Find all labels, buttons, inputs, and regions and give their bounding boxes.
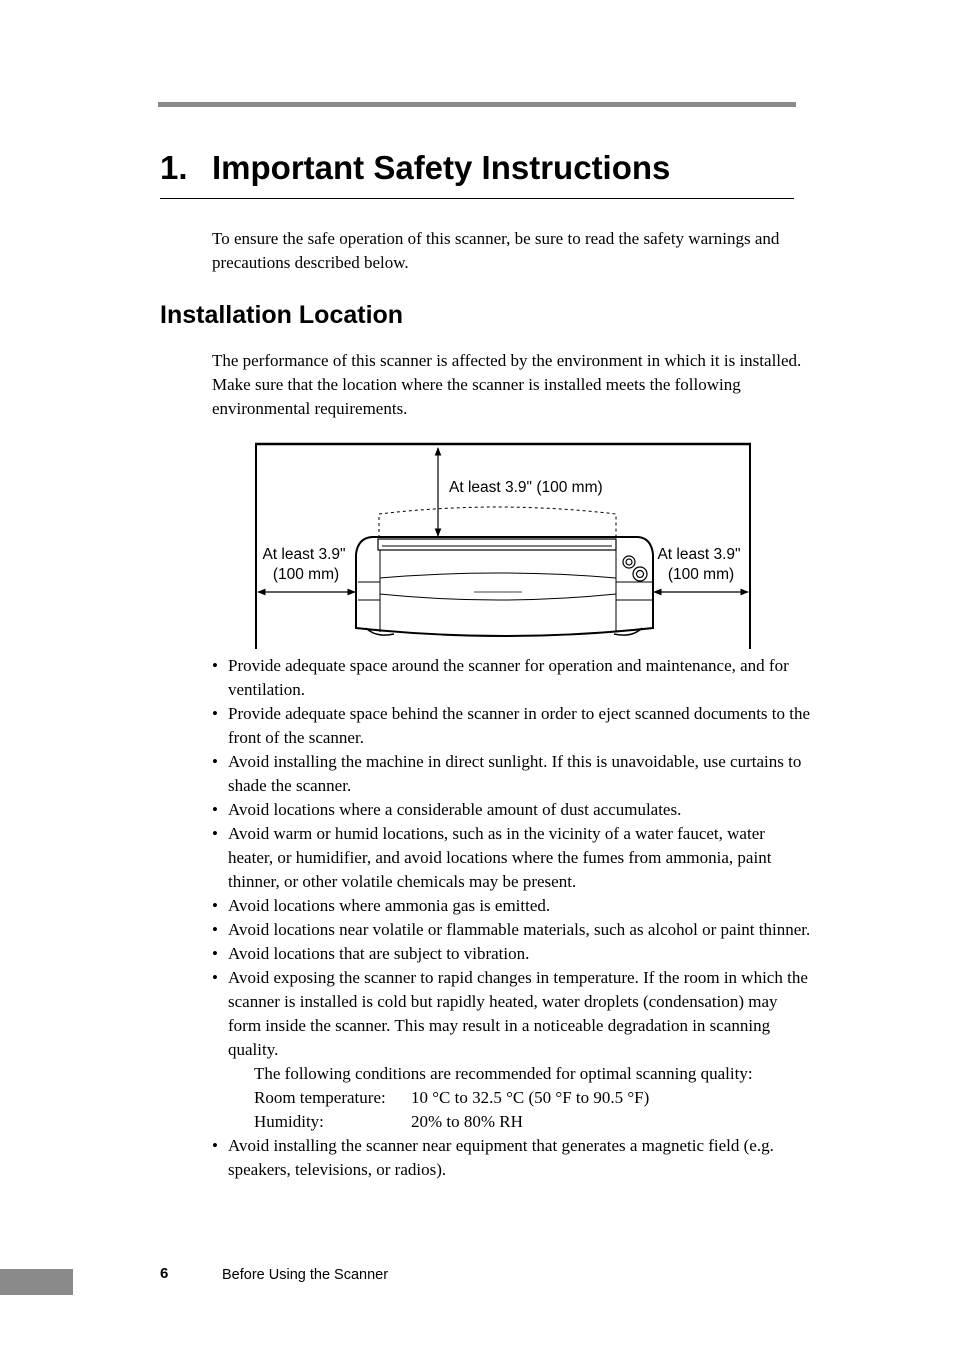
condition-value: 10 °C to 32.5 °C (50 °F to 90.5 °F): [411, 1088, 650, 1107]
intro-paragraph: To ensure the safe operation of this scanner, be sure to read the safety warnings and precautions described below.: [212, 229, 780, 272]
section-intro-paragraph: The performance of this scanner is affected by the environment in which it is installed. Make sure that the location where the scanner is installed meets the following environmental requirements.: [212, 351, 802, 418]
bullet-icon: •: [212, 944, 218, 963]
list-item-text: Avoid locations that are subject to vibration.: [228, 944, 530, 963]
bullet-icon: •: [212, 1136, 218, 1155]
top-rule: [158, 102, 796, 107]
list-item-text: Avoid locations where ammonia gas is emitted.: [228, 896, 551, 915]
lid-open-outline: [379, 507, 616, 538]
right-clearance-label-line2: (100 mm): [667, 566, 735, 583]
list-item: [212, 702, 812, 750]
scanner-illustration: [356, 537, 653, 636]
condition-label: Humidity:: [254, 1112, 324, 1131]
bullet-icon: •: [212, 824, 218, 843]
list-item-text: Avoid locations where a considerable amount of dust accumulates.: [228, 800, 682, 819]
list-item: [212, 750, 812, 798]
footer-section-title: Before Using the Scanner: [222, 1267, 389, 1283]
section-title: Installation Location: [160, 301, 404, 329]
conditions-intro: The following conditions are recommended for optimal scanning quality:: [254, 1064, 753, 1083]
bullet-icon: •: [212, 704, 218, 723]
list-item: [212, 942, 812, 966]
bullet-icon: •: [212, 968, 218, 987]
requirements-list: [212, 654, 812, 1182]
chapter-title: [160, 146, 794, 199]
list-item: [212, 1134, 812, 1182]
condition-label: Room temperature:: [254, 1088, 386, 1107]
list-item-text: Avoid installing the machine in direct sunlight. If this is unavoidable, use curtains to shade the scanner.: [228, 752, 802, 795]
bullet-icon: •: [212, 896, 218, 915]
bullet-icon: •: [212, 920, 218, 939]
page-number: 6: [160, 1265, 169, 1282]
recommended-conditions: [254, 1062, 812, 1134]
clearance-diagram-svg: [254, 442, 754, 652]
list-item: [212, 822, 812, 894]
list-item-text: Avoid installing the scanner near equipment that generates a magnetic field (e.g. speakers, televisions, or radios).: [228, 1136, 774, 1179]
list-item-text: Provide adequate space around the scanner for operation and maintenance, and for ventilation.: [228, 656, 789, 699]
chapter-title-text: Important Safety Instructions: [212, 149, 671, 186]
chapter-number: 1.: [160, 149, 188, 186]
list-item: [212, 966, 812, 1134]
list-item: [212, 798, 812, 822]
list-item-text: Provide adequate space behind the scanner in order to eject scanned documents to the front of the scanner.: [228, 704, 811, 747]
left-clearance-label-line1: At least 3.9": [262, 546, 346, 563]
list-item-text: Avoid warm or humid locations, such as in the vicinity of a water faucet, water heater, or humidifier, and avoid locations where the fumes from ammonia, paint thinner, or other volatile chemicals may be present.: [228, 824, 772, 891]
left-clearance-label-line2: (100 mm): [272, 566, 340, 583]
condition-row-humidity: [254, 1110, 812, 1134]
list-item: [212, 918, 812, 942]
bullet-icon: •: [212, 752, 218, 771]
list-item: [212, 894, 812, 918]
footer-tab-block: [0, 1269, 73, 1295]
list-item-text: Avoid locations near volatile or flammable materials, such as alcohol or paint thinner.: [228, 920, 811, 939]
condition-row-temperature: [254, 1086, 812, 1110]
bullet-icon: •: [212, 800, 218, 819]
list-item-text: Avoid exposing the scanner to rapid changes in temperature. If the room in which the scanner is installed is cold but rapidly heated, water droplets (condensation) may form inside the scanner. This may result in a noticeable degradation in scanning quality.: [228, 968, 808, 1059]
condition-value: 20% to 80% RH: [411, 1112, 523, 1131]
installation-clearance-diagram: [254, 442, 754, 652]
list-item: [212, 654, 812, 702]
bullet-icon: •: [212, 656, 218, 675]
right-clearance-label-line1: At least 3.9": [657, 546, 741, 563]
top-clearance-label: At least 3.9" (100 mm): [449, 479, 603, 496]
